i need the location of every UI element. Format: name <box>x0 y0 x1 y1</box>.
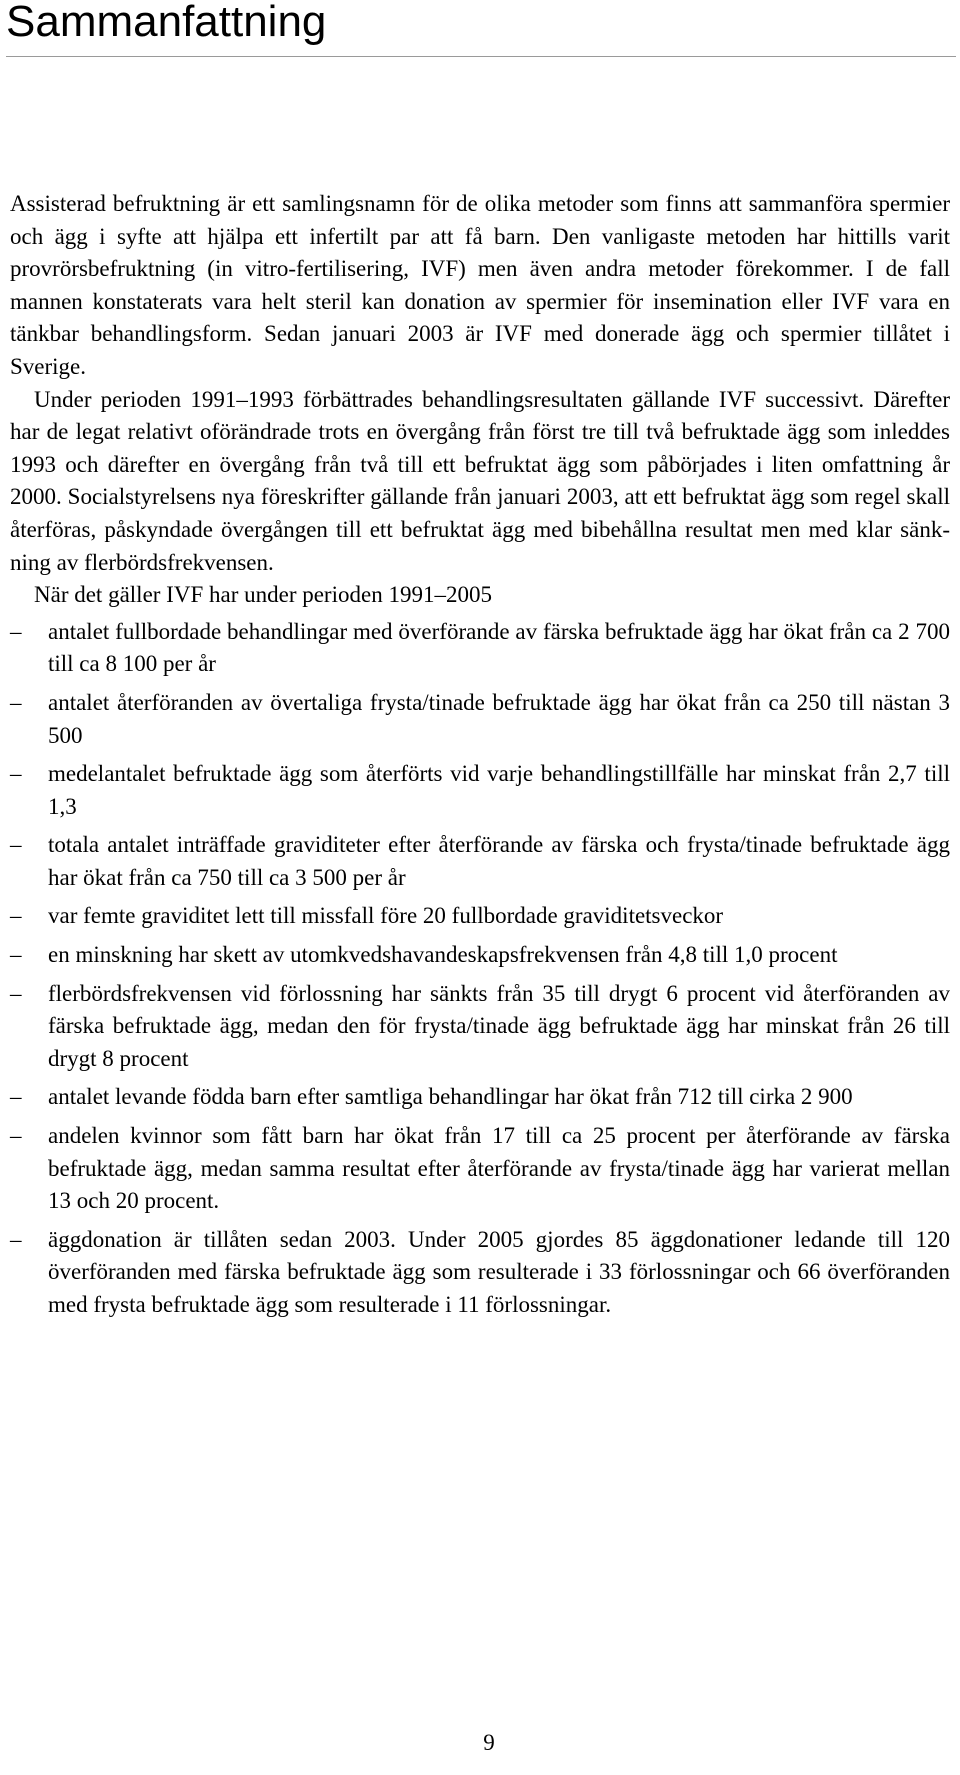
list-item-text: flerbördsfrekvensen vid förlossning har sänkts från 35 till drygt 6 procent vid återföranden av färska befruktade ägg, medan den för frysta/tinade ägg befruktade ägg har minskat från 26 till drygt 8 procent <box>48 980 950 1071</box>
list-item <box>10 1224 950 1322</box>
list-dash: – <box>10 1084 22 1110</box>
list-item-text: totala antalet inträffade graviditeter efter återförande av färska och frysta/tinade befruktade ägg har ökat från ca 750 till ca 3 500 per år <box>48 832 950 890</box>
list-dash: – <box>10 1226 22 1252</box>
list-item-text: var femte graviditet lett till missfall före 20 fullbordade graviditetsveckor <box>48 903 724 929</box>
document-body <box>10 188 950 1328</box>
findings-list <box>10 616 950 1322</box>
list-item-text: andelen kvinnor som fått barn har ökat från 17 till ca 25 procent per återförande av färska befruktade ägg, medan samma resultat efter återförande av frysta/tinade ägg har varierat mellan 13 och 20 procent. <box>48 1123 950 1214</box>
list-dash: – <box>10 942 22 968</box>
list-item-text: en minskning har skett av utomkvedshavandeskapsfrekvensen från 4,8 till 1,0 procent <box>48 942 838 968</box>
page-title: Sammanfattning <box>6 0 327 46</box>
list-dash: – <box>10 761 22 787</box>
list-item <box>10 900 950 933</box>
list-item <box>10 1120 950 1218</box>
list-dash: – <box>10 618 22 644</box>
intro-paragraph: Assisterad befruktning är ett samlingsnamn för de olika metoder som finns att sammanföra spermier och ägg i syfte att hjälpa ett infertilt par att få barn. Den vanligaste metoden har hittills varit provrörsbefruktning (in vitro-fertilisering, IVF) men även andra metoder förekommer. I de fall mannen konstaterats vara helt steril kan donation av spermier för insemination eller IVF vara en tänkbar behandlingsform. Sedan januari 2003 är IVF med donerade ägg och spermier tillåtet i Sverige. <box>10 191 950 379</box>
list-dash: – <box>10 689 22 715</box>
list-item <box>10 687 950 752</box>
list-item-text: äggdonation är tillåten sedan 2003. Under 2005 gjordes 85 äggdonationer ledande till 120 överföranden med färska befruktade ägg som resulterade i 33 förlossningar och 66 överföranden med frysta befruktade ägg som resulterade i 11 förlossningar. <box>48 1226 950 1317</box>
list-item-text: antalet levande födda barn efter samtliga behandlingar har ökat från 712 till cirka 2 900 <box>48 1084 853 1110</box>
list-item <box>10 1081 950 1114</box>
results-paragraph: Under perioden 1991–1993 förbättrades behandlingsresultaten gällande IVF successivt. Därefter har de legat relativt oförändrade trots en övergång från först tre till två befruktade ägg som inleddes 1993 och därefter en övergång från två till ett befruktat ägg som påbörjades i liten omfattning år 2000. Socialstyrelsens nya föreskrifter gällande från januari 2003, att ett befruktat ägg som regel skall återföras, påskyndade övergången till ett befruktat ägg med bibehållna resultat men med klar sänkning av flerbördsfrekvensen. <box>10 386 950 575</box>
list-item-text: medelantalet befruktade ägg som återförts vid varje behandlingstillfälle har minskat från 2,7 till 1,3 <box>48 761 950 819</box>
list-dash: – <box>10 1123 22 1149</box>
list-dash: – <box>10 832 22 858</box>
list-dash: – <box>10 903 22 929</box>
list-item <box>10 758 950 823</box>
title-divider <box>6 56 956 57</box>
list-item <box>10 939 950 972</box>
list-item <box>10 978 950 1076</box>
list-item <box>10 829 950 894</box>
list-intro-paragraph: När det gäller IVF har under perioden 1991–2005 <box>34 582 492 608</box>
list-item-text: antalet återföranden av övertaliga frysta/tinade befruktade ägg har ökat från ca 250 till nästan 3 500 <box>48 689 950 748</box>
list-dash: – <box>10 980 22 1006</box>
list-item-text: antalet fullbordade behandlingar med överförande av färska befruktade ägg har ökat från ca 2 700 till ca 8 100 per år <box>48 618 950 677</box>
page-number: 9 <box>483 1730 495 1755</box>
list-item <box>10 616 950 681</box>
